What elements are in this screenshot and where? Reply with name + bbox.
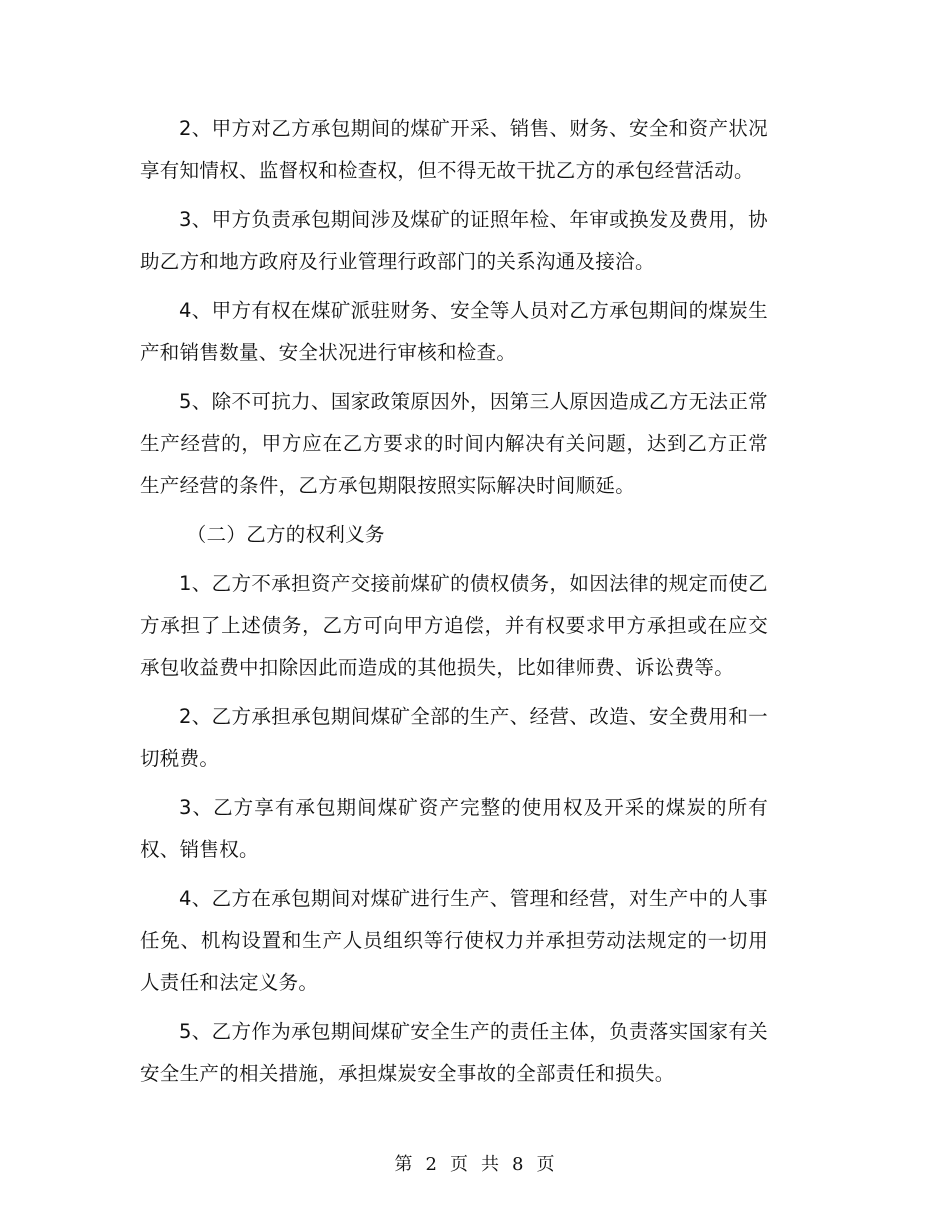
paragraph-party-b-clause-5: 5、乙方作为承包期间煤矿安全生产的责任主体，负责落实国家有关安全生产的相关措施，承担煤炭安全事故的全部责任和损失。 [140, 1020, 768, 1085]
paragraph-party-a-clause-2: 2、甲方对乙方承包期间的煤矿开采、销售、财务、安全和资产状况享有知情权、监督权和检查权，但不得无故干扰乙方的承包经营活动。 [140, 117, 768, 182]
paragraph-party-a-clause-4: 4、甲方有权在煤矿派驻财务、安全等人员对乙方承包期间的煤炭生产和销售数量、安全状况进行审核和检查。 [140, 299, 768, 364]
document-body [140, 108, 768, 1102]
page-footer [0, 1150, 950, 1176]
paragraph-party-b-clause-4: 4、乙方在承包期间对煤矿进行生产、管理和经营，对生产中的人事任免、机构设置和生产人员组织等行使权力并承担劳动法规定的一切用人责任和法定义务。 [140, 887, 768, 994]
footer-prefix: 第 [394, 1154, 414, 1175]
footer-page-word: 页 [450, 1154, 469, 1175]
paragraph-party-a-clause-3: 3、甲方负责承包期间涉及煤矿的证照年检、年审或换发及费用，协助乙方和地方政府及行业管理行政部门的关系沟通及接洽。 [140, 208, 768, 273]
paragraph-party-a-clause-5: 5、除不可抗力、国家政策原因外，因第三人原因造成乙方无法正常生产经营的，甲方应在乙方要求的时间内解决有关问题，达到乙方正常生产经营的条件，乙方承包期限按照实际解决时间顺延。 [140, 390, 768, 497]
section-heading-party-b-rights: （二）乙方的权利义务 [186, 523, 385, 546]
footer-total-pages: 8 [512, 1154, 525, 1175]
footer-total-word: 共 [481, 1154, 500, 1175]
paragraph-party-b-clause-2: 2、乙方承担承包期间煤矿全部的生产、经营、改造、安全费用和一切税费。 [140, 705, 768, 770]
paragraph-party-b-clause-3: 3、乙方享有承包期间煤矿资产完整的使用权及开采的煤炭的所有权、销售权。 [140, 796, 768, 861]
paragraph-party-b-clause-1: 1、乙方不承担资产交接前煤矿的债权债务，如因法律的规定而使乙方承担了上述债务，乙方可向甲方追偿，并有权要求甲方承担或在应交承包收益费中扣除因此而造成的其他损失，比如律师费、诉讼费等。 [140, 572, 768, 679]
footer-current-page: 2 [425, 1154, 438, 1175]
footer-suffix: 页 [536, 1154, 556, 1175]
